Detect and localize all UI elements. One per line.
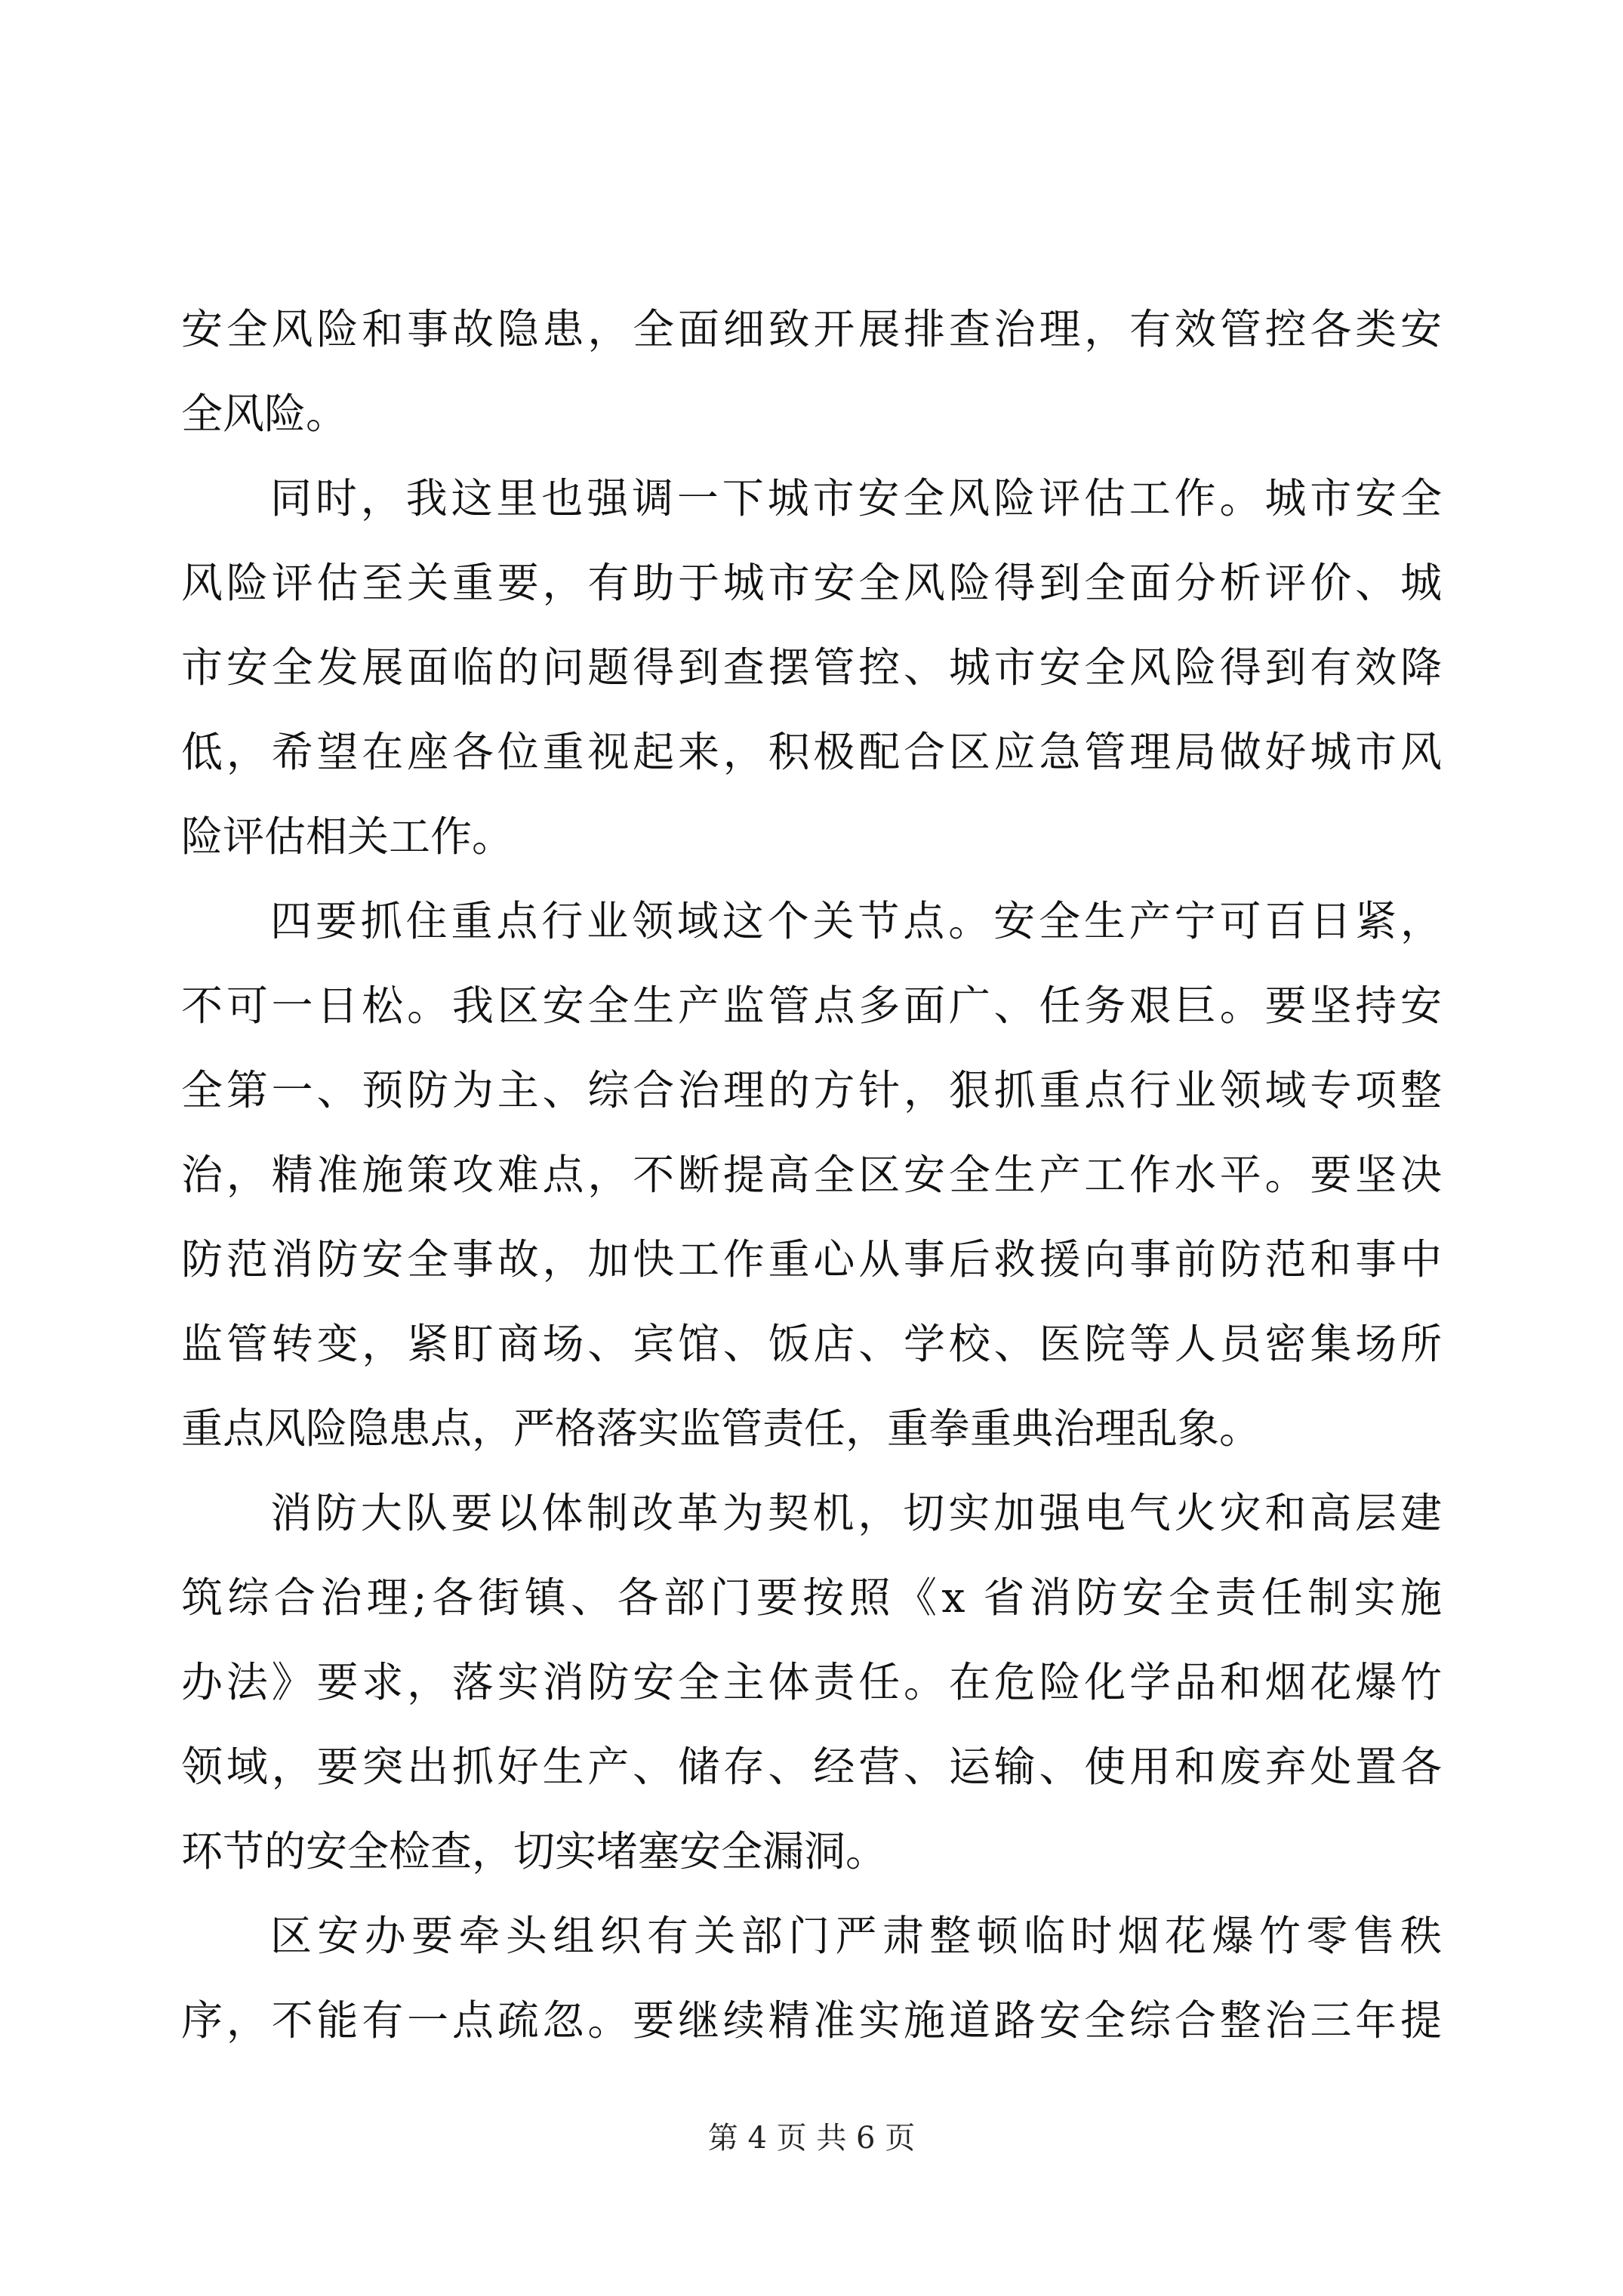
text-line: 风险评估至关重要，有助于城市安全风险得到全面分析评价、城 xyxy=(181,559,1442,607)
text-line: 同时，我这里也强调一下城市安全风险评估工作。城市安全 xyxy=(270,474,1442,522)
text-line: 不可一日松。我区安全生产监管点多面广、任务艰巨。要坚持安 xyxy=(181,982,1442,1030)
text-line: 低，希望在座各位重视起来，积极配合区应急管理局做好城市风 xyxy=(181,728,1442,776)
text-line: 治，精准施策攻难点，不断提高全区安全生产工作水平。要坚决 xyxy=(181,1151,1442,1199)
text-line: 全第一、预防为主、综合治理的方针，狠抓重点行业领域专项整 xyxy=(181,1066,1442,1114)
text-line: 全风险。 xyxy=(181,390,348,438)
text-line: 办法》要求，落实消防安全主体责任。在危险化学品和烟花爆竹 xyxy=(181,1658,1442,1706)
page-number-footer: 第 4 页 共 6 页 xyxy=(707,2121,916,2156)
text-line: 安全风险和事故隐患，全面细致开展排查治理，有效管控各类安 xyxy=(181,305,1442,353)
text-line: 重点风险隐患点，严格落实监管责任，重拳重典治理乱象。 xyxy=(181,1404,1261,1453)
text-line: 消防大队要以体制改革为契机，切实加强电气火灾和高层建 xyxy=(270,1489,1442,1537)
text-line: 环节的安全检查，切实堵塞安全漏洞。 xyxy=(181,1827,888,1875)
text-line: 领域，要突出抓好生产、储存、经营、运输、使用和废弃处置各 xyxy=(181,1743,1442,1791)
text-line: 险评估相关工作。 xyxy=(181,812,514,861)
text-line: 市安全发展面临的问题得到查摆管控、城市安全风险得到有效降 xyxy=(181,643,1442,692)
document-body xyxy=(181,287,1442,2063)
text-line: 四要抓住重点行业领域这个关节点。安全生产宁可百日紧， xyxy=(270,897,1442,945)
text-line: 监管转变，紧盯商场、宾馆、饭店、学校、医院等人员密集场所 xyxy=(181,1320,1442,1368)
text-line: 筑综合治理;各街镇、各部门要按照《x 省消防安全责任制实施 xyxy=(181,1573,1442,1622)
text-line: 区安办要牵头组织有关部门严肃整顿临时烟花爆竹零售秩 xyxy=(270,1912,1442,1960)
text-line: 序，不能有一点疏忽。要继续精准实施道路安全综合整治三年提 xyxy=(181,1996,1442,2045)
text-line: 防范消防安全事故，加快工作重心从事后救援向事前防范和事中 xyxy=(181,1235,1442,1284)
